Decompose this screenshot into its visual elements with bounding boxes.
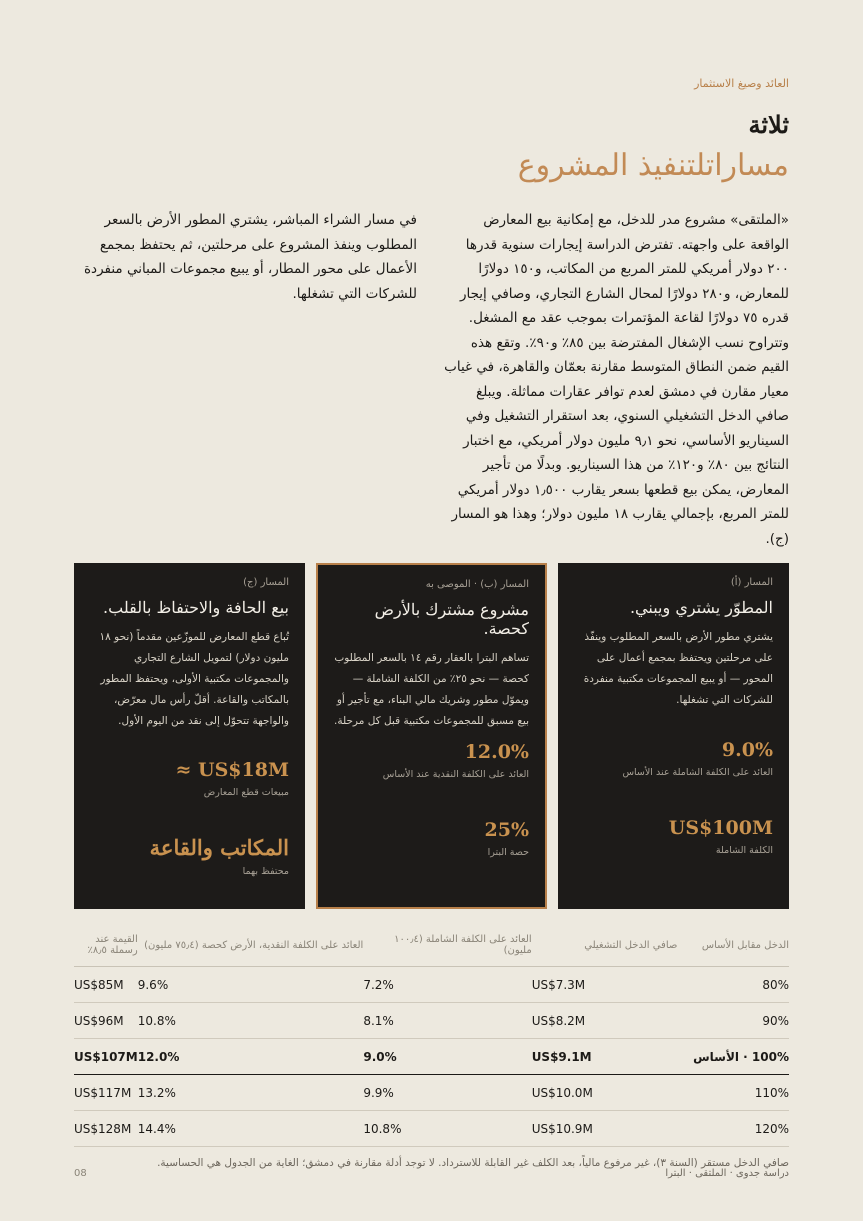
page-title: مساراتلتنفيذ المشروع (517, 148, 789, 183)
card-tag: المسار (ج) (243, 577, 289, 588)
footer-document-title: دراسة جدوى · الملتقى · البترا (665, 1168, 789, 1179)
metric-value: المكاتب والقاعة (149, 835, 289, 860)
card-title: بيع الحافة والاحتفاظ بالقلب. (103, 598, 289, 617)
card-metric-primary (175, 759, 289, 798)
card-metric-secondary (669, 817, 773, 856)
card-metric-secondary (485, 819, 530, 858)
cell-yield-cash: 14.4% (138, 1111, 364, 1147)
page-number: 08 (74, 1168, 87, 1179)
cell-yield-total: 9.0% (363, 1039, 531, 1075)
path-card-a (558, 563, 789, 909)
metric-caption: محتفظ بهما (242, 866, 289, 877)
sensitivity-table (74, 928, 789, 1147)
cell-yield-cash: 13.2% (138, 1075, 364, 1111)
card-body: تُباع قطع المعارض للموزّعين مقدماً (نحو ١٨ مليون دولار) لتمويل الشارع التجاري والمجموعات مكتبية الأولى، ويحتفظ المطور بالمكاتب والقاعة. أقلّ رأس مال معرّض، والواجهة تتحوّل إلى نقد من اليوم الأول. (99, 631, 289, 727)
cell-value: US$96M (74, 1003, 138, 1039)
card-metric-secondary (150, 835, 289, 877)
cell-noi: US$10.0M (532, 1075, 678, 1111)
cell-noi: US$8.2M (532, 1003, 678, 1039)
col-header-noi: صافي الدخل التشغيلي (532, 928, 678, 967)
cell-noi: US$7.3M (532, 967, 678, 1003)
cell-yield-cash: 12.0% (138, 1039, 364, 1075)
table-footnote: صافي الدخل مستقر (السنة ٣)، غير مرفوع مالياً، بعد الكلف غير القابلة للاسترداد. لا توجد أدلة مقارنة في دمشق؛ الغاية من الجدول هي الحساسية. (157, 1157, 789, 1169)
metric-value: 9.0% (721, 739, 773, 761)
cell-basis: 110% (677, 1075, 789, 1111)
cell-yield-cash: 9.6% (138, 967, 364, 1003)
table-row (74, 967, 789, 1003)
cell-noi: US$9.1M (532, 1039, 678, 1075)
cell-yield-cash: 10.8% (138, 1003, 364, 1039)
section-label: العائد وصيغ الاستثمار (694, 77, 789, 90)
table-row-base (74, 1039, 789, 1075)
path-card-b-recommended (316, 563, 547, 909)
cell-basis: 90% (677, 1003, 789, 1039)
metric-caption: العائد على الكلفة الشاملة عند الأساس (622, 767, 773, 778)
table-row (74, 1003, 789, 1039)
cell-value: US$117M (74, 1075, 138, 1111)
section-number: ثلاثة (748, 110, 789, 139)
metric-value: 25% (484, 819, 529, 841)
cell-yield-total: 7.2% (363, 967, 531, 1003)
card-tag: المسار (أ) (730, 577, 773, 588)
cell-value: US$85M (74, 967, 138, 1003)
col-header-yield-total: العائد على الكلفة الشاملة (١٠٠٫٤ مليون) (363, 928, 531, 967)
table-header-row (74, 928, 789, 967)
cell-value: US$128M (74, 1111, 138, 1147)
card-tag: المسار (ب) · الموصى به (425, 579, 529, 590)
cell-basis: 120% (677, 1111, 789, 1147)
cell-basis: 80% (677, 967, 789, 1003)
table-row (74, 1075, 789, 1111)
col-header-yield-cash: العائد على الكلفة النقدية، الأرض كحصة (٧٥٫٤ مليون) (138, 928, 364, 967)
card-title: مشروع مشترك بالأرض كحصة. (374, 600, 529, 638)
metric-value: 12.0% (464, 741, 529, 763)
col-header-value: القيمة عند رسملة ٨٫٥٪ (74, 928, 138, 967)
metric-caption: حصة البترا (487, 847, 529, 858)
card-title: المطوّر يشتري ويبني. (629, 598, 773, 617)
metric-caption: العائد على الكلفة النقدية عند الأساس (382, 769, 529, 780)
metric-value: US$100M (668, 817, 773, 839)
card-body: تساهم البترا بالعقار رقم ١٤ بالسعر المطلوب كحصة — نحو ٢٥٪ من الكلفة الشاملة — ويموّل مطور وشريك مالي البناء، مع تأجير أو بيع مسبق للمجموعات مكتبية قبل كل مرحلة. (334, 652, 529, 727)
col-header-basis: الدخل مقابل الأساس (677, 928, 789, 967)
metric-caption: الكلفة الشاملة (715, 845, 773, 856)
cell-value: US$107M (74, 1039, 138, 1075)
intro-paragraph-side: في مسار الشراء المباشر، يشتري المطور الأرض بالسعر المطلوب وينفذ المشروع على مرحلتين، ثم يحتفظ بمجمع الأعمال على محور المطار، أو يبيع مجموعات المباني منفردة للشركات التي تشغلها. (83, 212, 417, 302)
cell-yield-total: 8.1% (363, 1003, 531, 1039)
metric-caption: مبيعات قطع المعارض (203, 787, 289, 798)
card-metric-primary (383, 741, 529, 780)
card-body: يشتري مطور الأرض بالسعر المطلوب وينفّذ على مرحلتين ويحتفظ بمجمع أعمال على المحور — أو يبيع المجموعات مكتبية منفردة للشركات التي تشغلها. (583, 631, 773, 706)
cell-noi: US$10.9M (532, 1111, 678, 1147)
cell-basis: 100% · الأساس (677, 1039, 789, 1075)
card-metric-primary (622, 739, 773, 778)
cell-yield-total: 9.9% (363, 1075, 531, 1111)
metric-value: ≈ US$18M (175, 759, 289, 781)
table-row (74, 1111, 789, 1147)
intro-paragraph-main: «الملتقى» مشروع مدر للدخل، مع إمكانية بيع المعارض الواقعة على واجهته. تفترض الدراسة إيجارات سنوية قدرها ٢٠٠ دولار أمريكي للمتر المربع من المكاتب، و١٥٠ دولارًا للمعارض، و٢٨٠ دولارًا لمحال الشارع التجاري، وصافي إيجار قدره ٧٥ دولارًا لقاعة المؤتمرات بموجب عقد مع المشغل. وتتراوح نسب الإشغال المفترضة بين ٨٥٪ و٩٠٪. وتقع هذه القيم ضمن النطاق المتوسط مقارنة بعمّان والقاهرة، في غياب معيار مقارن في دمشق لعدم توافر عقارات مماثلة. ويبلغ صافي الدخل التشغيلي السنوي، بعد استقرار التشغيل وفي السيناريو الأساسي، نحو ٩٫١ مليون دولار أمريكي، مع اختبار النتائج بين ٨٠٪ و١٢٠٪ من هذا السيناريو. وبدلًا من تأجير المعارض، يمكن بيع قطعها بسعر يقارب ١٫٥٠٠ دولار أمريكي للمتر المربع، بإجمالي يقارب ١٨ مليون دولار؛ وهذا هو المسار (ج). (444, 212, 789, 547)
cell-yield-total: 10.8% (363, 1111, 531, 1147)
path-card-c (74, 563, 305, 909)
